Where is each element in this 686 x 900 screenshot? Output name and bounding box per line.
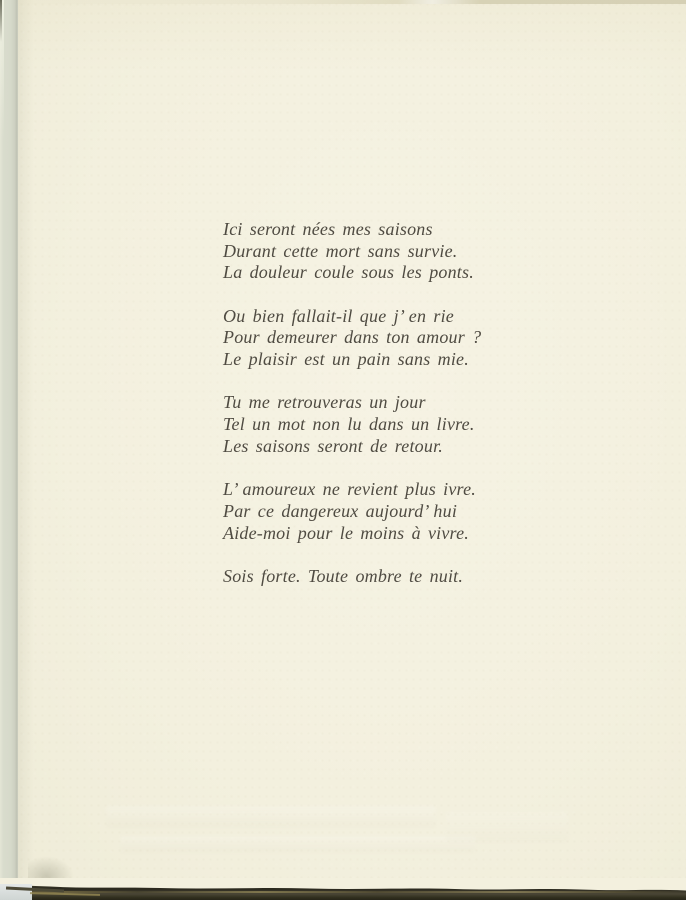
- blind-impression: [446, 812, 568, 842]
- blind-impression: [120, 836, 476, 853]
- deckle-edge: [0, 878, 686, 892]
- poem-line: Pour demeurer dans ton amour ?: [223, 327, 482, 348]
- blind-impression: [106, 806, 436, 828]
- bottom-edge-band: [0, 878, 686, 900]
- poem-stanza: [223, 479, 481, 544]
- poem-line: Les saisons seront de retour.: [223, 435, 443, 456]
- poem-line: Ici seront nées mes saisons: [223, 219, 433, 239]
- top-page-edge: [0, 0, 686, 4]
- band-tan-highlight: [0, 891, 686, 893]
- page-surface: [18, 0, 686, 900]
- poem-line: Aide-moi pour le moins à vivre.: [223, 522, 469, 543]
- poem-line: Le plaisir est un pain sans mie.: [223, 349, 469, 370]
- poem-line: Durant cette mort sans survie.: [223, 240, 458, 261]
- poem-stanza: [223, 219, 481, 284]
- poem-line: Tu me retrouveras un jour: [223, 392, 426, 413]
- poem-stanza: [223, 566, 481, 588]
- poem-stanza: [223, 392, 481, 457]
- poem-stanza: [223, 306, 481, 371]
- poem-line: Ou bien fallait-il que j’ en rie: [223, 305, 454, 326]
- poem-line: L’ amoureux ne revient plus ivre.: [223, 479, 476, 500]
- poem-line: Sois forte. Toute ombre te nuit.: [223, 565, 464, 586]
- poem-line: Tel un mot non lu dans un livre.: [223, 414, 475, 435]
- poem: [223, 219, 481, 609]
- gutter-shadow: [0, 0, 2, 42]
- poem-line: La douleur coule sous les ponts.: [223, 262, 474, 283]
- poem-line: Par ce dangereux aujourd’ hui: [223, 500, 458, 521]
